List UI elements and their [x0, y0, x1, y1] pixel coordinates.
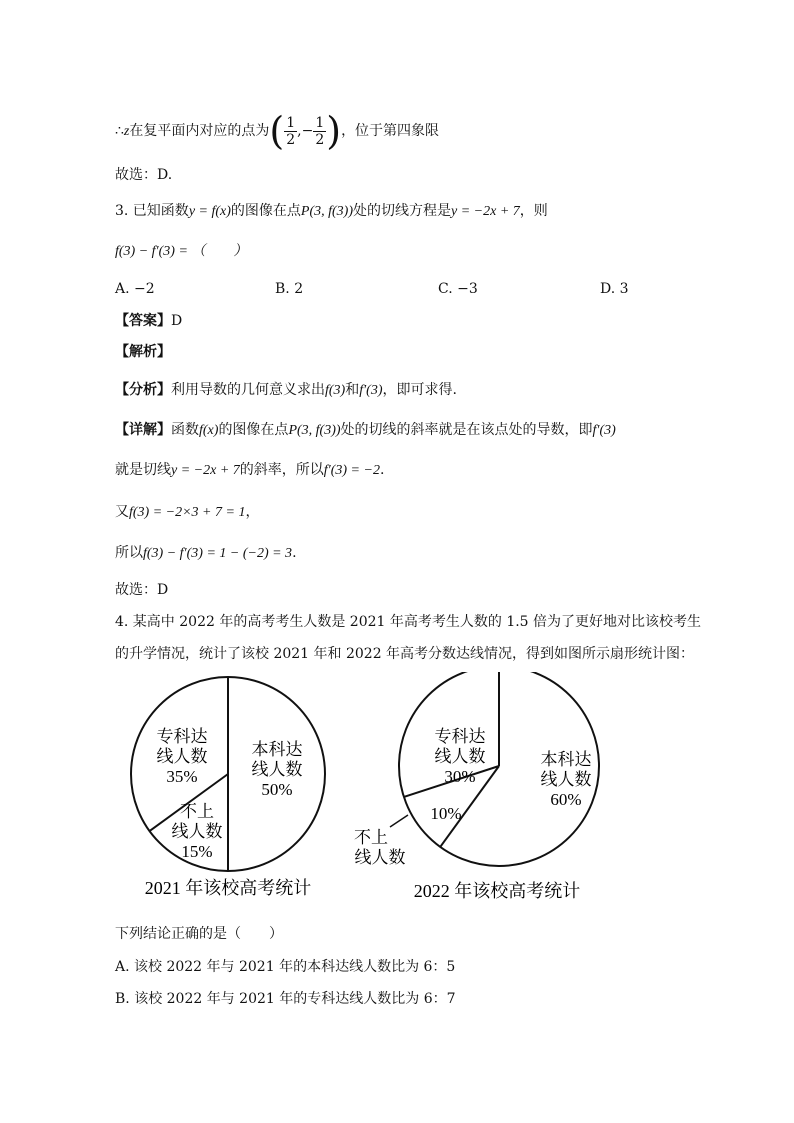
q3-option-a: A. −2	[115, 281, 155, 297]
pie-2022-title: 2022 年该校高考统计	[413, 881, 581, 901]
pie-slice-label-0-2-0: 专科达	[156, 727, 208, 746]
var-z: z	[123, 124, 130, 139]
fenxi-and: 和	[345, 382, 360, 398]
xj-fp3: f′(3)	[592, 423, 616, 438]
fenxi-fp3: f′(3)	[359, 383, 383, 398]
q4-prompt: 下列结论正确的是（ ）	[115, 926, 283, 942]
select-d-line: 故选：D	[115, 582, 169, 598]
pie-slice-label-0-0-1: 线人数	[251, 760, 303, 779]
q3-text-c: 处的切线方程是	[353, 203, 451, 219]
suo-eq: f(3) − f′(3) = 1 − (−2) = 3	[143, 546, 293, 561]
pie-slice-label-0-1-0: 不上	[180, 802, 214, 821]
xj2-line: y = −2x + 7	[171, 463, 240, 478]
pie-slice-label-1-2-2: 30%	[444, 767, 476, 786]
pie-slice-label-1-2-0: 专科达	[434, 727, 486, 746]
fenxi-f3: f(3)	[325, 383, 346, 398]
q4-option-a: A. 该校 2022 年与 2021 年的本科达线人数比为 6：5	[115, 959, 456, 975]
you-text: 又	[115, 504, 129, 520]
line-select-d: 故选：D.	[115, 167, 173, 183]
pie-slice-label-0-0-2: 50%	[261, 780, 293, 799]
pie-slice-label-1-1-0: 10%	[430, 804, 462, 823]
pie-leader-line	[390, 815, 408, 827]
q3-point: P(3, f(3))	[300, 204, 353, 219]
q3-expression: f(3) − f′(3) = （ ）	[115, 244, 248, 259]
suo-dot: .	[292, 545, 297, 561]
you-eq: f(3) = −2×3 + 7 = 1	[129, 505, 246, 520]
q3-tangent: y = −2x + 7	[451, 204, 520, 219]
q3-text-b: 的图像在点	[230, 203, 301, 219]
fenxi-tag: 【分析】	[115, 382, 171, 398]
xiangjie-line-2	[115, 460, 384, 481]
suoyi-line	[115, 543, 297, 564]
pie-slice-label-0-2-2: 35%	[166, 767, 198, 786]
pie-slice-label-1-0-1: 线人数	[540, 770, 592, 789]
you-line	[115, 502, 259, 523]
pie-slice-label-0-1-2: 15%	[181, 842, 213, 861]
pie-slice-label-0-0-0: 本科达	[251, 740, 303, 759]
xj-text-a: 函数	[171, 422, 199, 438]
q3-option-b: B. 2	[275, 281, 304, 297]
pie-slice-label-0-1-1: 线人数	[171, 822, 223, 841]
q3-option-c: C. −3	[438, 281, 478, 297]
xiangjie-tag: 【详解】	[115, 422, 171, 438]
pie-chart-2022	[342, 672, 642, 902]
answer-line	[115, 311, 182, 331]
paren-right: )	[326, 109, 342, 153]
q3-option-d: D. 3	[600, 281, 629, 297]
xj2-eq: f′(3) = −2	[323, 463, 380, 478]
xj2-dot: .	[379, 462, 385, 478]
answer-value: D	[171, 313, 183, 329]
suo-text: 所以	[115, 545, 143, 561]
line-conclusion-point	[115, 109, 440, 153]
q4-option-b: B. 该校 2022 年与 2021 年的专科达线人数比为 6：7	[115, 991, 456, 1007]
fenxi-text-b: ，即可求得.	[382, 382, 457, 398]
pie-external-label-1: 线人数	[354, 848, 406, 867]
xj-text-b: 的图像在点	[218, 422, 289, 438]
text: 在复平面内对应的点为	[129, 123, 270, 139]
analysis-tag: 【解析】	[115, 344, 171, 360]
fraction-half: $\frac{1}{2}$	[286, 114, 296, 148]
pie-slice-label-1-0-0: 本科达	[540, 750, 592, 769]
q3-stem	[115, 201, 548, 222]
pie-slice-label-0-2-1: 线人数	[156, 747, 208, 766]
xj2-text-a: 就是切线	[115, 462, 171, 478]
q4-stem-2: 的升学情况，统计了该校 2021 年和 2022 年高考分数达线情况，得到如图所示扇形统计图：	[115, 646, 695, 662]
pie-slice-label-1-2-1: 线人数	[434, 747, 486, 766]
fraction-half-2: $\frac{1}{2}$	[315, 114, 325, 148]
xj2-text-b: 的斜率，所以	[239, 462, 324, 478]
pie-2021-title: 2021 年该校高考统计	[144, 878, 312, 898]
xj-point: P(3, f(3))	[288, 423, 341, 438]
therefore-symbol: ∴	[115, 123, 124, 139]
q3-text-d: ，则	[519, 203, 548, 219]
you-comma: ，	[245, 504, 260, 520]
pie-external-label-0: 不上	[354, 828, 388, 847]
fenxi-text-a: 利用导数的几何意义求出	[171, 382, 325, 398]
answer-tag: 【答案】	[115, 313, 171, 329]
xj-fx: f(x)	[199, 423, 219, 438]
xj-text-c: 处的切线的斜率就是在该点处的导数，即	[340, 422, 593, 438]
q3-func: y = f(x)	[188, 204, 231, 219]
xiangjie-line-1	[115, 420, 616, 441]
comma-minus: ,−	[297, 123, 314, 139]
q4-stem-1: 4. 某高中 2022 年的高考考生人数是 2021 年高考考生人数的 1.5 倍为了更好地对比该校考生	[115, 614, 702, 630]
q3-text-a: 3. 已知函数	[115, 203, 189, 219]
fenxi-line	[115, 380, 457, 401]
paren-left: (	[269, 109, 285, 153]
pie-slice-label-1-0-2: 60%	[550, 790, 582, 809]
text-quadrant: ，位于第四象限	[341, 123, 440, 139]
